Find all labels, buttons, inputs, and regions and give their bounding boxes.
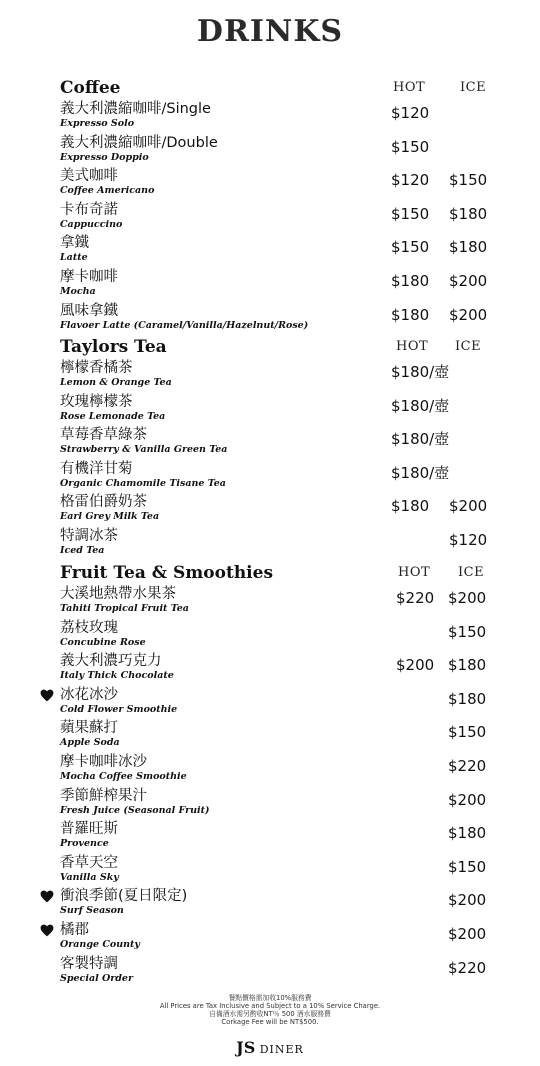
price-ice: $200 [448,589,487,607]
menu-item [0,787,540,821]
item-name-en: Provence [60,838,109,850]
price-hot: $150 [391,137,430,156]
item-name-zh: 格雷伯爵奶茶 [60,494,147,511]
section-header [0,337,540,359]
item-name-en: Organic Chamomile Tisane Tea [60,477,226,489]
brand-diner: DINER [259,1043,304,1056]
hot-column-label: HOT [393,80,426,95]
section-title: Taylors Tea [60,337,167,357]
price-hot: $120 [391,171,430,190]
price-hot: $180 [391,305,430,324]
price-ice: $200 [449,271,488,290]
menu-item [0,201,540,235]
item-name-zh: 橘郡 [60,921,89,938]
item-name-zh: 玫瑰檸檬茶 [60,393,133,410]
ice-column-label: ICE [460,80,487,95]
item-name-en: Cappuccino [60,218,123,230]
item-name-en: Iced Tea [60,544,105,556]
price-ice: $150 [448,723,487,742]
menu-item [0,460,540,494]
menu-item [0,268,540,302]
price-ice: $180 [448,824,487,843]
price-ice: $180 [448,689,487,708]
price-ice: $150 [448,622,487,641]
item-name-zh: 冰花冰沙 [60,686,118,703]
item-name-en: Mocha Coffee Smoothie [60,770,187,782]
item-name-en: Earl Grey Milk Tea [60,511,160,523]
section-header [0,563,540,585]
item-name-en: Latte [60,252,88,264]
menu-item [0,820,540,854]
price-ice: $200 [449,497,488,516]
item-name-zh: 草莓香草綠茶 [60,427,147,444]
item-name-zh: 蘋果蘇打 [60,720,118,737]
item-name-en: Flavoer Latte (Caramel/Vanilla/Hazelnut/Rose) [60,319,309,331]
section-taylors-tea [0,337,540,561]
price-hot: $200 [396,656,435,675]
price-hot: $120 [391,104,430,122]
hot-column-label: HOT [396,339,429,354]
price-hot: $150 [391,204,430,223]
price-hot: $180/壺 [391,430,450,449]
item-name-zh: 特調冰茶 [60,527,118,544]
price-hot: $150 [391,238,430,257]
item-name-en: Tahiti Tropical Fruit Tea [60,603,189,614]
item-name-en: Strawberry & Vanilla Green Tea [60,444,228,456]
item-name-zh: 季節鮮榨果汁 [60,787,147,804]
item-name-zh: 客製特調 [60,955,118,972]
menu-item [0,652,540,686]
item-name-zh: 大溪地熱帶水果茶 [60,586,176,602]
price-ice: $200 [449,305,488,324]
menu-item [0,753,540,787]
menu-item [0,393,540,427]
price-ice: $120 [449,530,488,549]
price-ice: $200 [448,891,487,910]
menu-item [0,100,540,134]
menu-item [0,493,540,527]
price-hot: $180/壺 [391,463,450,482]
footer-line-corkage-zh: 自備酒水需另酌收NT％ 500 酒水服務費 [209,1010,331,1018]
menu-item [0,887,540,921]
price-hot: $180 [391,271,430,290]
item-name-zh: 卡布奇諾 [60,201,118,218]
footer-line-service-charge-en: All Prices are Tax Inclusive and Subject to a 10% Service Charge. [159,1002,381,1010]
price-ice: $150 [448,857,487,876]
menu-item [0,955,540,989]
heart-icon [40,924,54,937]
hot-column-label: HOT [398,565,431,580]
item-name-zh: 美式咖啡 [60,168,118,185]
section-header [0,78,540,100]
item-name-en: Fresh Juice (Seasonal Fruit) [60,804,210,816]
footer-line-service-charge-zh: 餐點價格需加收10%服務費 [228,994,312,1002]
item-name-zh: 檸檬香橘茶 [60,360,133,376]
item-name-zh: 衝浪季節(夏日限定) [60,888,188,905]
price-hot: $180/壺 [391,396,450,415]
item-name-en: Rose Lemonade Tea [60,410,166,422]
item-name-zh: 香草天空 [60,854,118,871]
item-list [0,585,540,988]
item-name-zh: 義大利濃巧克力 [60,653,162,670]
section-fruit-tea-smoothies [0,563,540,988]
heart-icon [40,689,54,702]
item-list [0,100,540,335]
item-name-en: Surf Season [60,905,124,917]
item-name-zh: 拿鐵 [60,235,89,252]
item-name-zh: 有機洋甘菊 [60,460,133,477]
menu-item [0,619,540,653]
footer-notice [0,994,540,1026]
menu-item [0,585,540,619]
price-ice: $180 [448,656,487,675]
menu-item [0,234,540,268]
item-name-en: Expresso Doppio [60,151,149,163]
price-hot: $220 [396,589,435,607]
brand-js: JS [236,1038,256,1057]
item-name-en: Italy Thick Chocolate [60,670,174,682]
menu-item [0,426,540,460]
item-name-en: Concubine Rose [60,636,146,648]
item-name-en: Orange County [60,938,140,950]
menu-item [0,302,540,336]
menu-item [0,921,540,955]
item-name-zh: 摩卡咖啡 [60,268,118,285]
brand-logo [0,1038,540,1057]
item-name-zh: 風味拿鐵 [60,302,118,319]
menu-item [0,719,540,753]
item-name-en: Apple Soda [60,737,120,749]
menu-item [0,134,540,168]
item-name-en: Coffee Americano [60,185,155,197]
price-ice: $220 [448,958,487,977]
price-ice: $220 [448,756,487,775]
item-name-zh: 荔枝玫瑰 [60,619,118,636]
item-name-en: Mocha [60,285,96,297]
item-list [0,359,540,561]
menu-title: DRINKS [196,14,344,49]
section-coffee [0,78,540,335]
section-title: Fruit Tea & Smoothies [60,563,274,583]
item-name-zh: 摩卡咖啡冰沙 [60,753,147,770]
menu-item [0,854,540,888]
price-ice: $180 [449,238,488,257]
section-title: Coffee [60,78,121,98]
menu-item [0,359,540,393]
price-ice: $180 [449,204,488,223]
price-hot: $180 [391,497,430,516]
item-name-zh: 義大利濃縮咖啡/Single [60,101,211,117]
price-ice: $200 [448,924,487,943]
item-name-en: Vanilla Sky [60,871,119,883]
ice-column-label: ICE [458,565,485,580]
price-hot: $180/壺 [391,363,450,381]
footer-line-corkage-en: Corkage Fee will be NT$500. [221,1018,319,1026]
item-name-en: Expresso Solo [60,118,135,129]
item-name-zh: 義大利濃縮咖啡/Double [60,134,218,151]
ice-column-label: ICE [455,339,482,354]
item-name-zh: 普羅旺斯 [60,821,118,838]
item-name-en: Cold Flower Smoothie [60,703,178,715]
item-name-en: Lemon & Orange Tea [60,377,172,388]
menu-item [0,167,540,201]
price-ice: $200 [448,790,487,809]
item-name-en: Special Order [60,972,133,984]
menu-item [0,527,540,561]
menu-item [0,686,540,720]
price-ice: $150 [449,171,488,190]
heart-icon [40,890,54,903]
